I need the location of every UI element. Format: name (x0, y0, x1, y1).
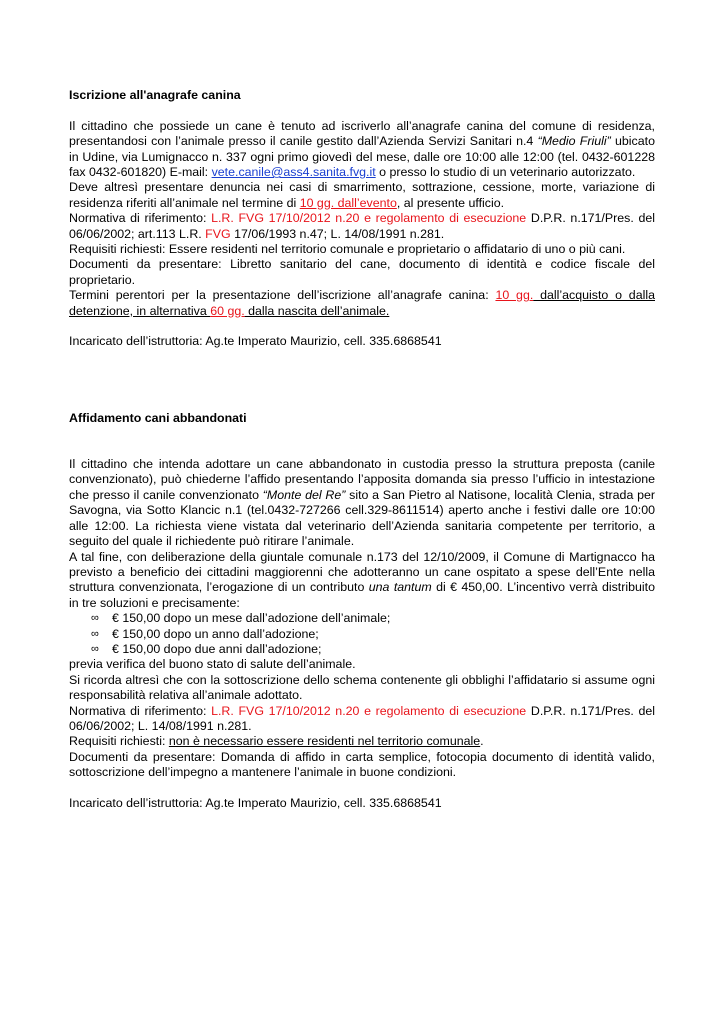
paragraph-requisiti (69, 734, 655, 749)
text-run: 17/06/1993 n.47; L. 14/08/1991 n.281. (230, 226, 445, 241)
text-run: o presso lo studio di un veterinario autorizzato. (375, 165, 636, 180)
list-item-text: € 150,00 dopo un anno dall’adozione; (112, 626, 319, 641)
payment-list (69, 611, 655, 657)
deadline-highlight: 60 gg. (210, 303, 245, 318)
paragraph-documenti: Documenti da presentare: Domanda di affido in carta semplice, fotocopia documento di identità valido, sottoscrizione dell’impegno a mantenere l’animale in buone condizioni. (69, 749, 655, 780)
infinity-bullet-icon: ∞ (91, 642, 99, 655)
text-run: Deve altresì presentare denuncia nei casi di smarrimento, sottrazione, cessione, morte, variazione di residenza riferiti all’animale nel termine di (69, 180, 655, 210)
contact-line: Incaricato dell’istruttoria: Ag.te Imperato Maurizio, cell. 335.6868541 (69, 334, 442, 349)
text-run: ubicato in Udine, via Lumignacco n. 337 ogni primo giovedì del mese, dalle ore 10:00 alle 12:00 (tel. 0432-601228 fax 0432-601820) E-mail: (69, 134, 655, 180)
deadline-highlight: 10 gg. (495, 288, 534, 303)
paragraph-anagrafe-intro (69, 119, 655, 181)
paragraph-normativa (69, 211, 655, 242)
paragraph-documenti: Documenti da presentare: Libretto sanitario del cane, documento di identità e codice fiscale del proprietario. (69, 257, 655, 287)
text-run-underlined: dalla nascita dell’animale. (244, 303, 390, 318)
text-run-italic: “Medio Friuli” (537, 134, 611, 149)
section-title-anagrafe: Iscrizione all'anagrafe canina (69, 88, 241, 102)
text-run: sito a San Pietro al Natisone, località Clenia, strada per Savogna, via Sotto Klancic n.1 (tel.0432-727266 cell.329-8611514) aperto anche i festivi dalle ore 10:00 alle 12:00. La richiesta viene vistata dal veterinario dell’Azienda sanitaria competente per territorio, a seguito del quale il richiedente può ritirare l’animale. (69, 487, 656, 549)
paragraph-normativa (69, 704, 655, 735)
paragraph-requisiti: Requisiti richiesti: Essere residenti nel territorio comunale e proprietario o affidatario di uno o più cani. (69, 242, 626, 257)
text-run: Termini perentori per la presentazione dell’iscrizione all’anagrafe canina: (69, 288, 496, 303)
text-run: D.P.R. n.171/Pres. del 06/06/2002; L. 14/08/1991 n.281. (69, 703, 656, 733)
text-run: , al presente ufficio. (396, 195, 505, 210)
section-title-affidamento: Affidamento cani abbandonati (69, 410, 247, 425)
infinity-bullet-icon: ∞ (91, 627, 99, 640)
list-item (69, 642, 655, 657)
law-reference-highlight: L.R. FVG 17/10/2012 n.20 e regolamento di esecuzione (211, 703, 527, 718)
email-link[interactable]: vete.canile@ass4.sanita.fvg.it (211, 165, 376, 180)
text-run: D.P.R. n.171/Pres. del 06/06/2002; art.113 L.R. (69, 211, 656, 241)
list-item (69, 611, 655, 626)
text-run-underlined: dall’acquisto o dalla detenzione, in alternativa (69, 288, 655, 318)
text-run-underlined: non è necessario essere residenti nel territorio comunale (168, 734, 481, 749)
text-run: di € 450,00. L’incentivo verrà distribuito in tre soluzioni e precisamente: (69, 580, 655, 610)
law-reference-highlight: L.R. FVG 17/10/2012 n.20 e regolamento di esecuzione (211, 211, 527, 226)
paragraph-denuncia (69, 180, 655, 211)
list-item (69, 627, 655, 642)
text-run: A tal fine, con deliberazione della giuntale comunale n.173 del 12/10/2009, il Comune di Martignacco ha previsto a beneficio dei cittadini maggiorenni che adotteranno un cane ospitato a spese dell’Ente nella struttura convenzionata, l’erogazione di un contributo (69, 549, 655, 595)
deadline-highlight: 10 gg. dall’evento (299, 195, 397, 210)
text-run-italic: una tantum (368, 580, 432, 595)
text-run: . (480, 734, 484, 749)
list-item-text: € 150,00 dopo due anni dall’adozione; (112, 641, 322, 656)
list-item-text: € 150,00 dopo un mese dall’adozione dell’animale; (112, 611, 391, 626)
infinity-bullet-icon: ∞ (91, 612, 99, 625)
paragraph-verifica: previa verifica del buono stato di salute dell’animale. (69, 657, 356, 672)
document-page (69, 88, 655, 811)
text-run: Il cittadino che possiede un cane è tenuto ad iscriverlo all’anagrafe canina del comune di residenza, presentandosi con l’animale presso il canile gestito dall’Azienda Servizi Sanitari n.4 (69, 118, 655, 149)
paragraph-affidamento-intro (69, 457, 655, 549)
paragraph-contributo (69, 550, 655, 612)
law-reference-highlight: FVG (205, 226, 231, 241)
contact-line: Incaricato dell’istruttoria: Ag.te Imperato Maurizio, cell. 335.6868541 (69, 795, 442, 810)
text-run-italic: “Monte del Re” (262, 487, 346, 502)
text-run: Normativa di riferimento: (69, 703, 212, 718)
text-run: Il cittadino che intenda adottare un cane abbandonato in custodia presso la struttura preposta (canile convenzionato), può chiederne l’affido presentando l’apposita domanda sia presso l’ufficio in intestazione che presso il canile convenzionato (69, 457, 655, 502)
paragraph-termini (69, 288, 655, 319)
text-run: Requisiti richiesti: (69, 734, 169, 749)
text-run: Normativa di riferimento: (69, 211, 212, 226)
paragraph-responsabilita: Si ricorda altresì che con la sottoscrizione dello schema contenente gli obblighi l’affidatario si assume ogni responsabilità relativa all’animale adottato. (69, 672, 655, 703)
